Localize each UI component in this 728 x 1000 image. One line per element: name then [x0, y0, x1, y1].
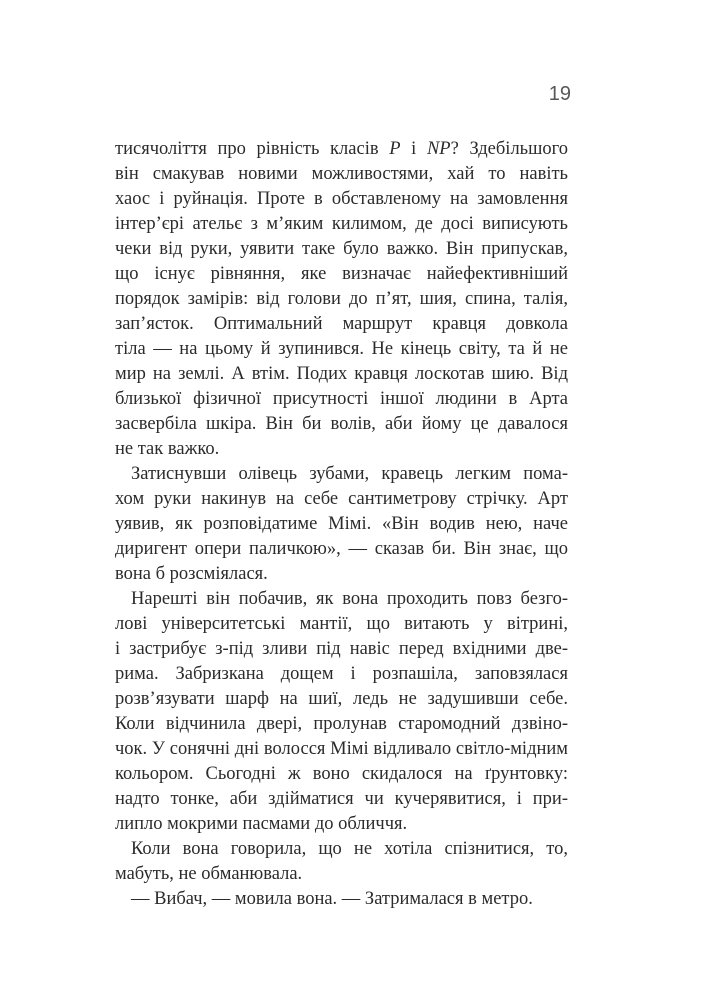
text-segment: Затиснувши олівець зубами, кравець легким пома-: [131, 464, 568, 484]
text-segment: не так важко.: [115, 439, 220, 459]
text-line: [115, 712, 568, 737]
text-segment: хом руки накинув на себе сантиметрову стрічку. Арт: [115, 489, 568, 509]
text-segment: рима. Забризкана дощем і розпашіла, заповзялася: [115, 664, 568, 684]
text-line: [115, 137, 568, 162]
text-line: [115, 287, 568, 312]
paragraph: [115, 587, 568, 837]
text-line: [115, 687, 568, 712]
text-line: [115, 412, 568, 437]
text-segment: чок. У сонячні дні волосся Мімі відливало світло-мідним: [115, 739, 568, 759]
text-line: [115, 812, 568, 837]
text-line: [115, 212, 568, 237]
text-segment: кольором. Сьогодні ж воно скидалося на ґрунтовку:: [115, 764, 568, 784]
text-segment: він смакував новими можливостями, хай то навіть: [115, 164, 568, 184]
text-line: [115, 237, 568, 262]
text-line: [115, 887, 568, 912]
text-line: [115, 612, 568, 637]
text-line: [115, 587, 568, 612]
text-segment: Нарешті він побачив, як вона проходить повз безго-: [131, 589, 568, 609]
text-segment: вона б розсміялася.: [115, 564, 268, 584]
text-segment: близької фізичної присутності іншої людини в Арта: [115, 389, 568, 409]
text-segment: тіла — на цьому й зупинився. Не кінець світу, та й не: [115, 339, 568, 359]
text-line: [115, 162, 568, 187]
text-segment: уявив, як розповідатиме Мімі. «Він водив нею, наче: [115, 514, 568, 534]
text-segment: і застрибує з-під зливи під навіс перед вхідними две-: [115, 639, 568, 659]
text-line: [115, 737, 568, 762]
text-segment: порядок замірів: від голови до п’ят, шия, спина, талія,: [115, 289, 568, 309]
text-line: [115, 862, 568, 887]
text-line: [115, 337, 568, 362]
text-segment: липло мокрими пасмами до обличчя.: [115, 814, 408, 834]
text-line: [115, 787, 568, 812]
text-line: [115, 537, 568, 562]
paragraph: [115, 137, 568, 462]
paragraph: [115, 887, 568, 912]
text-line: [115, 362, 568, 387]
text-line: [115, 562, 568, 587]
text-segment: чеки від руки, уявити таке було важко. Він припускав,: [115, 239, 568, 259]
text-segment: зап’ясток. Оптимальний маршрут кравця довкола: [115, 314, 568, 334]
text-line: [115, 512, 568, 537]
text-segment: розв’язувати шарф на шиї, ледь не задушивши себе.: [115, 689, 568, 709]
text-line: [115, 387, 568, 412]
text-line: [115, 437, 568, 462]
text-segment: тисячоліття про рівність класів: [115, 139, 390, 159]
page-text: [115, 137, 568, 912]
text-segment: хаос і руйнація. Проте в обставленому на замовлення: [115, 189, 568, 209]
text-line: [115, 312, 568, 337]
text-line: [115, 487, 568, 512]
page-number: 19: [548, 83, 571, 105]
text-segment: що існує рівняння, яке визначає найефективніший: [115, 264, 568, 284]
text-segment: диригент опери паличкою», — сказав би. Він знає, що: [115, 539, 568, 559]
text-line: [115, 187, 568, 212]
text-segment: — Вибач, — мовила вона. — Затрималася в метро.: [131, 889, 533, 909]
text-line: [115, 262, 568, 287]
text-line: [115, 762, 568, 787]
text-segment: мабуть, не обманювала.: [115, 864, 303, 884]
paragraph: [115, 837, 568, 887]
text-segment: засвербіла шкіра. Він би волів, аби йому це давалося: [115, 414, 568, 434]
text-line: [115, 837, 568, 862]
text-segment: інтер’єрі ательє з м’яким килимом, де досі виписують: [115, 214, 568, 234]
paragraph: [115, 462, 568, 587]
text-line: [115, 637, 568, 662]
text-line: [115, 462, 568, 487]
text-segment: надто тонке, аби здійматися чи кучерявитися, і при-: [115, 789, 568, 809]
text-segment: Коли вона говорила, що не хотіла спізнитися, то,: [131, 839, 568, 859]
text-line: [115, 662, 568, 687]
italic-text: NP: [426, 139, 451, 159]
text-segment: мир на землі. А втім. Подих кравця лоскотав шию. Від: [115, 364, 568, 384]
text-segment: і: [400, 139, 427, 159]
italic-text: P: [389, 139, 401, 159]
text-segment: ? Здебільшого: [450, 139, 568, 159]
text-segment: лові університетські мантії, що витають у вітрині,: [115, 614, 568, 634]
text-segment: Коли відчинила двері, пролунав старомодний дзвіно-: [115, 714, 568, 734]
